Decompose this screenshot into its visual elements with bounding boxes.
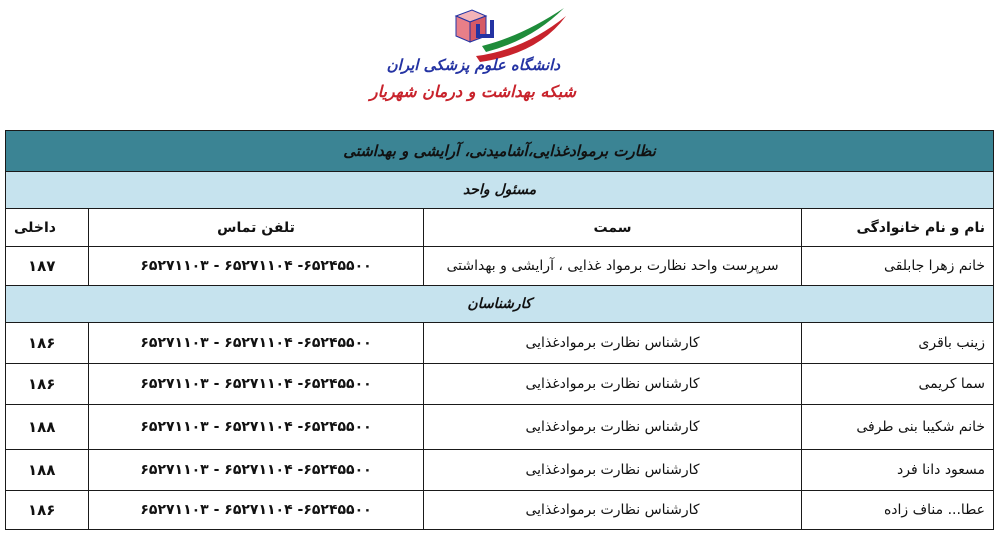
- role-cell: کارشناس نظارت برموادغذایی: [424, 405, 802, 450]
- university-logo: [370, 4, 610, 120]
- phone-cell: ۶۵۲۷۱۱۰۳ - ۶۵۲۷۱۱۰۴ -۶۵۲۴۵۵۰۰: [89, 364, 424, 405]
- contacts-table: [5, 130, 994, 530]
- role-cell: کارشناس نظارت برموادغذایی: [424, 364, 802, 405]
- logo-emblem-icon: [452, 6, 572, 62]
- extension-cell: ۱۸۸: [6, 450, 89, 491]
- extension-cell: ۱۸۶: [6, 364, 89, 405]
- role-cell: کارشناس نظارت برموادغذایی: [424, 450, 802, 491]
- section-experts-title: کارشناسان: [6, 286, 994, 323]
- university-name: دانشگاه علوم پزشکی ایران: [386, 56, 560, 74]
- extension-cell: ۱۸۶: [6, 323, 89, 364]
- table-row: [6, 450, 994, 491]
- phone-cell: ۶۵۲۷۱۱۰۳ - ۶۵۲۷۱۱۰۴ -۶۵۲۴۵۵۰۰: [89, 247, 424, 286]
- role-cell: سرپرست واحد نظارت برمواد غذایی ، آرایشی و بهداشتی: [424, 247, 802, 286]
- table-row: [6, 323, 994, 364]
- name-cell: خانم شکیبا بنی طرفی: [802, 405, 994, 450]
- name-cell: خانم زهرا جابلقی: [802, 247, 994, 286]
- table-row: [6, 405, 994, 450]
- column-header-name: نام و نام خانوادگی: [802, 209, 994, 247]
- column-header-role: سمت: [424, 209, 802, 247]
- phone-cell: ۶۵۲۷۱۱۰۳ - ۶۵۲۷۱۱۰۴ -۶۵۲۴۵۵۰۰: [89, 491, 424, 530]
- name-cell: زینب باقری: [802, 323, 994, 364]
- role-cell: کارشناس نظارت برموادغذایی: [424, 491, 802, 530]
- name-cell: مسعود دانا فرد: [802, 450, 994, 491]
- column-header-phone: تلفن تماس: [89, 209, 424, 247]
- phone-cell: ۶۵۲۷۱۱۰۳ - ۶۵۲۷۱۱۰۴ -۶۵۲۴۵۵۰۰: [89, 405, 424, 450]
- table-title: نظارت برموادغذایی،آشامیدنی، آرایشی و بهداشتی: [6, 131, 994, 172]
- network-name: شبکه بهداشت و درمان شهریار: [369, 82, 576, 101]
- section-head-title: مسئول واحد: [6, 172, 994, 209]
- phone-cell: ۶۵۲۷۱۱۰۳ - ۶۵۲۷۱۱۰۴ -۶۵۲۴۵۵۰۰: [89, 323, 424, 364]
- column-header-extension: داخلی: [6, 209, 89, 247]
- table-row: [6, 491, 994, 530]
- role-cell: کارشناس نظارت برموادغذایی: [424, 323, 802, 364]
- phone-cell: ۶۵۲۷۱۱۰۳ - ۶۵۲۷۱۱۰۴ -۶۵۲۴۵۵۰۰: [89, 450, 424, 491]
- name-cell: عطا... مناف زاده: [802, 491, 994, 530]
- extension-cell: ۱۸۶: [6, 491, 89, 530]
- extension-cell: ۱۸۷: [6, 247, 89, 286]
- name-cell: سما کریمی: [802, 364, 994, 405]
- table-row: [6, 364, 994, 405]
- table-row: [6, 247, 994, 286]
- extension-cell: ۱۸۸: [6, 405, 89, 450]
